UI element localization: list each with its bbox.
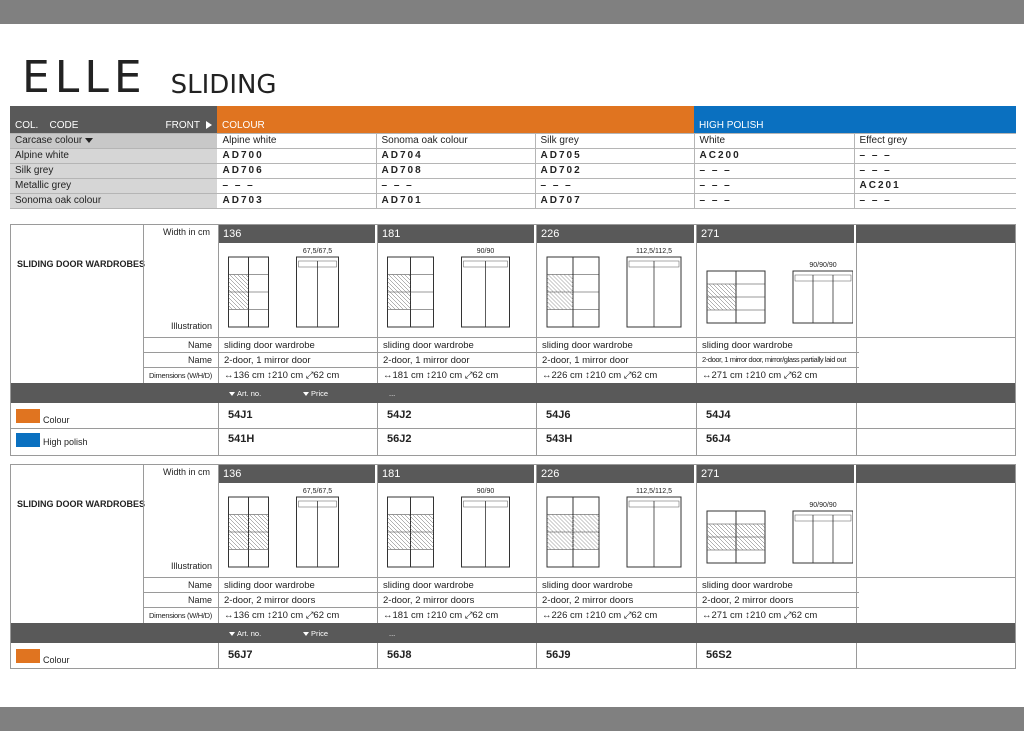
- wardrobe-illustration: [539, 485, 693, 577]
- price-label: Price: [311, 389, 329, 398]
- front-alpine-white: Alpine white: [217, 133, 376, 148]
- brand-title: ELLE: [22, 52, 147, 103]
- top-bar: [0, 0, 1024, 24]
- high-polish-group-header: HIGH POLISH: [694, 106, 1016, 133]
- colour-code: – – –: [854, 148, 1016, 163]
- interior-width-label: 90/90: [476, 488, 495, 495]
- article-number: 56J8: [387, 649, 412, 661]
- product-dimensions: ↔226 cm ↕210 cm ⤢62 cm: [542, 610, 658, 621]
- width-header: 136: [218, 225, 375, 243]
- product-description: 2-door, 2 mirror doors: [702, 595, 794, 606]
- width-header: 181: [377, 225, 534, 243]
- product-description: 2-door, 2 mirror doors: [383, 595, 475, 606]
- page-title: [22, 50, 277, 103]
- colour-code: AD704: [376, 148, 535, 163]
- art-price-band: [11, 623, 1015, 643]
- bottom-bar: [0, 707, 1024, 731]
- front-label: FRONT: [165, 119, 200, 131]
- product-name: sliding door wardrobe: [542, 580, 633, 591]
- colour-code: – – –: [376, 178, 535, 193]
- article-number-high-polish: 543H: [546, 433, 573, 445]
- colour-code: AD701: [376, 193, 535, 208]
- block-heading: SLIDING DOOR WARDROBES: [17, 499, 146, 509]
- more-label: ...: [389, 389, 396, 398]
- empty-header: [856, 465, 1015, 483]
- article-number: 54J1: [228, 409, 253, 421]
- wardrobe-illustration: [539, 245, 693, 337]
- colour-code: – – –: [854, 193, 1016, 208]
- high-polish-swatch: [16, 433, 40, 447]
- table-row: [10, 163, 1016, 178]
- product-name: sliding door wardrobe: [224, 340, 315, 351]
- product-description: 2-door, 1 mirror door, mirror/glass partially laid out: [702, 355, 846, 364]
- dimensions-label: Dimensions (W/H/D): [149, 611, 212, 620]
- colour-code: AD700: [217, 148, 376, 163]
- sort-down-icon: [229, 632, 235, 636]
- product-block-1: [10, 224, 1016, 456]
- product-name: sliding door wardrobe: [383, 340, 474, 351]
- name-label: Name: [187, 580, 212, 590]
- width-header: 136: [218, 465, 375, 483]
- carcase-colour-header[interactable]: Carcase colour: [10, 133, 217, 148]
- front-silk-grey: Silk grey: [535, 133, 694, 148]
- colour-code: – – –: [535, 178, 694, 193]
- interior-width-label: 112,5/112,5: [636, 488, 672, 495]
- carcase-label: Metallic grey: [10, 178, 217, 193]
- sort-down-icon: [303, 632, 309, 636]
- high-polish-label: High polish: [43, 437, 88, 447]
- product-name: sliding door wardrobe: [383, 580, 474, 591]
- product-name: sliding door wardrobe: [702, 580, 793, 591]
- colour-code: – – –: [694, 178, 854, 193]
- article-number: 56S2: [706, 649, 732, 661]
- colour-table-header: [10, 106, 1016, 133]
- art-price-band: [11, 383, 1015, 403]
- article-number: 54J6: [546, 409, 571, 421]
- product-dimensions: ↔136 cm ↕210 cm ⤢62 cm: [224, 370, 340, 381]
- product-dimensions: ↔181 cm ↕210 cm ⤢62 cm: [383, 610, 499, 621]
- colour-code: AD708: [376, 163, 535, 178]
- colour-label: Colour: [43, 655, 70, 665]
- art-no-label: Art. no.: [237, 629, 262, 638]
- colour-group-header: COLOUR: [217, 106, 694, 133]
- interior-width-label: 67,5/67,5: [302, 488, 333, 495]
- table-row: [10, 178, 1016, 193]
- col-code-front-header: [10, 106, 217, 133]
- carcase-label: Alpine white: [10, 148, 217, 163]
- wardrobe-illustration: [699, 245, 853, 337]
- carcase-label: Sonoma oak colour: [10, 193, 217, 208]
- colour-code: – – –: [854, 163, 1016, 178]
- more-label: ...: [389, 629, 396, 638]
- name-label: Name: [187, 340, 212, 350]
- interior-width-label: 90/90/90: [809, 502, 837, 509]
- product-description: 2-door, 2 mirror doors: [542, 595, 634, 606]
- product-dimensions: ↔181 cm ↕210 cm ⤢62 cm: [383, 370, 499, 381]
- product-name: sliding door wardrobe: [542, 340, 633, 351]
- colour-code: – – –: [694, 163, 854, 178]
- product-dimensions: ↔271 cm ↕210 cm ⤢62 cm: [702, 610, 818, 621]
- interior-width-label: 90/90/90: [809, 262, 837, 269]
- product-dimensions: ↔226 cm ↕210 cm ⤢62 cm: [542, 370, 658, 381]
- colour-code: AD707: [535, 193, 694, 208]
- front-colour-row: [10, 133, 1016, 148]
- article-number: 54J2: [387, 409, 412, 421]
- price-label: Price: [311, 629, 329, 638]
- table-row: [10, 193, 1016, 208]
- empty-header: [856, 225, 1015, 243]
- colour-swatch: [16, 409, 40, 423]
- product-description: 2-door, 1 mirror door: [224, 355, 311, 366]
- wardrobe-illustration: [380, 245, 533, 337]
- colour-code: AD705: [535, 148, 694, 163]
- product-description: 2-door, 1 mirror door: [542, 355, 629, 366]
- width-header: 271: [696, 225, 854, 243]
- product-block-2: [10, 464, 1016, 669]
- article-number-high-polish: 541H: [228, 433, 255, 445]
- article-number: 56J7: [228, 649, 253, 661]
- width-header: 181: [377, 465, 534, 483]
- colour-swatch: [16, 649, 40, 663]
- interior-width-label: 90/90: [476, 248, 495, 255]
- wardrobe-illustration: [221, 485, 374, 577]
- carcase-label: Silk grey: [10, 163, 217, 178]
- triangle-right-icon: [206, 121, 212, 129]
- article-number-high-polish: 56J4: [706, 433, 731, 445]
- code-label: CODE: [49, 119, 79, 131]
- table-row: [10, 148, 1016, 163]
- interior-width-label: 112,5/112,5: [636, 248, 672, 255]
- colour-code: AD702: [535, 163, 694, 178]
- colour-code: AC201: [854, 178, 1016, 193]
- wardrobe-illustration: [380, 485, 533, 577]
- colour-code: AD703: [217, 193, 376, 208]
- block-heading: SLIDING DOOR WARDROBES: [17, 259, 146, 269]
- wardrobe-illustration: [221, 245, 374, 337]
- product-dimensions: ↔136 cm ↕210 cm ⤢62 cm: [224, 610, 340, 621]
- illustration-label: Illustration: [170, 561, 212, 571]
- colour-code: AC200: [694, 148, 854, 163]
- width-header: 226: [536, 465, 694, 483]
- art-no-label: Art. no.: [237, 389, 262, 398]
- front-white: White: [694, 133, 854, 148]
- sort-down-icon: [85, 138, 93, 143]
- wardrobe-illustration: [699, 485, 853, 577]
- width-header: 226: [536, 225, 694, 243]
- product-name: sliding door wardrobe: [702, 340, 793, 351]
- article-number: 56J9: [546, 649, 571, 661]
- article-number: 54J4: [706, 409, 731, 421]
- name-label: Name: [187, 595, 212, 605]
- interior-width-label: 67,5/67,5: [302, 248, 333, 255]
- colour-code-table: [10, 106, 1016, 209]
- width-label: Width in cm: [163, 227, 211, 237]
- range-subtitle: SLIDING: [170, 70, 277, 100]
- colour-code: – – –: [694, 193, 854, 208]
- sort-down-icon: [303, 392, 309, 396]
- product-name: sliding door wardrobe: [224, 580, 315, 591]
- product-description: 2-door, 2 mirror doors: [224, 595, 316, 606]
- colour-code: – – –: [217, 178, 376, 193]
- front-effect-grey: Effect grey: [854, 133, 1016, 148]
- width-label: Width in cm: [163, 467, 211, 477]
- colour-code: AD706: [217, 163, 376, 178]
- illustration-label: Illustration: [170, 321, 212, 331]
- product-dimensions: ↔271 cm ↕210 cm ⤢62 cm: [702, 370, 818, 381]
- front-sonoma-oak: Sonoma oak colour: [376, 133, 535, 148]
- col-label: COL.: [15, 119, 39, 131]
- product-description: 2-door, 1 mirror door: [383, 355, 470, 366]
- dimensions-label: Dimensions (W/H/D): [149, 371, 212, 380]
- name-label: Name: [187, 355, 212, 365]
- article-number-high-polish: 56J2: [387, 433, 412, 445]
- sort-down-icon: [229, 392, 235, 396]
- colour-label: Colour: [43, 415, 70, 425]
- width-header: 271: [696, 465, 854, 483]
